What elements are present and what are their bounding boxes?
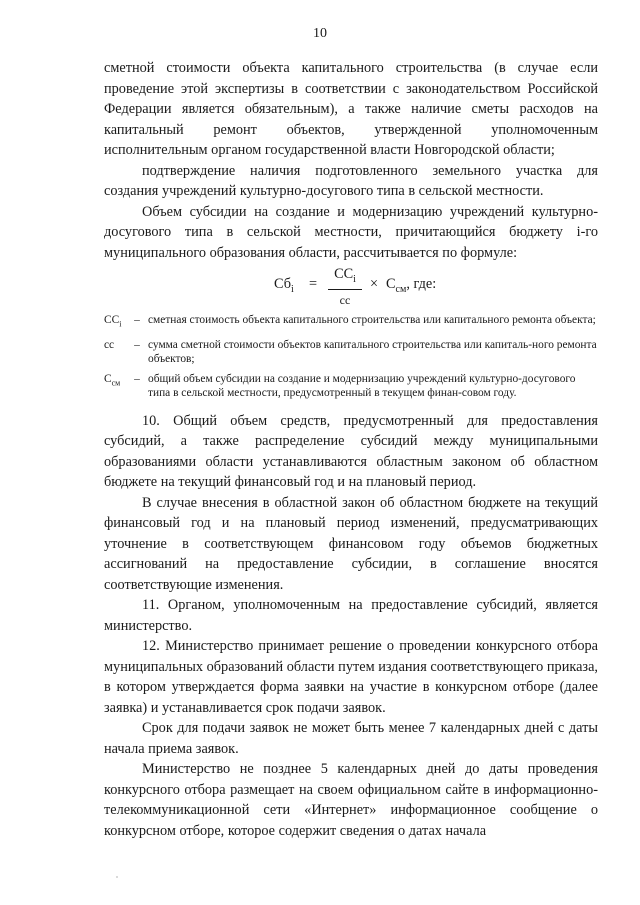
formula-multiplier: $С_{см}$, где:: [386, 276, 437, 295]
definition-symbol: $СС_i$: [104, 314, 122, 329]
paragraph: В случае внесения в областной закон об областном бюджете на текущий финансовый год и на плановый период изменений, предусматривающих уточнение в соответствующем финансовом году объемов бюджетных ассигнований на предоставление субсидии, в соглашение вносятся соответствующие изменения.: [104, 494, 598, 593]
paragraph: 10. Общий объем средств, предусмотренный для предоставления субсидий, а также распределение субсидий между муниципальными образованиями области устанавливаются областным законом об областном бюджете на текущий финансовый год и на плановый период.: [104, 412, 598, 491]
document-body: [104, 58, 598, 841]
paragraph: 12. Министерство принимает решение о проведении конкурсного отбора муниципальных образований области путем издания соответствующего приказа, в котором утверждается форма заявки на участие в конкурсном отборе (далее заявка) и устанавливается срок подачи заявок.: [104, 638, 598, 716]
formula-equals: =: [309, 276, 318, 292]
formula-times: ×: [370, 276, 379, 292]
formula-definitions: [104, 313, 598, 401]
paragraph: 11. Органом, уполномоченным на предоставление субсидий, является министерство.: [104, 597, 598, 634]
definition-text: сметная стоимость объекта капитального строительства или капитального ремонта объекта;: [148, 314, 596, 326]
definition-dash: –: [134, 314, 140, 326]
definition-text: общий объем субсидии на создание и модернизацию учреждений культурно-досугового типа в сельской местности, предусмотренный в текущем финан-совом году.: [148, 373, 576, 400]
definition-symbol: сс: [104, 338, 115, 351]
paragraph: подтверждение наличия подготовленного земельного участка для создания учреждений культурно-досугового типа в сельской местности.: [104, 162, 598, 199]
scan-speck: [116, 876, 118, 878]
formula-denominator: сс: [339, 292, 351, 307]
page-number: 10: [313, 26, 327, 41]
paragraph: сметной стоимости объекта капитального строительства (в случае если проведение этой экспертизы в соответствии с законодательством Российской Федерации является обязательным), а также наличие сметы расходов на капитальный ремонт объектов, утвержденной уполномоченным исполнительным органом государственной власти Новгородской области;: [104, 60, 598, 158]
formula-lhs: $Сб_i$: [274, 276, 294, 295]
definition-item: [104, 372, 598, 401]
paragraph: Срок для подачи заявок не может быть менее 7 календарных дней с даты начала приема заявок.: [104, 720, 598, 757]
definition-dash: –: [134, 338, 140, 351]
formula-numerator: $СС_i$: [334, 266, 356, 285]
definition-symbol: $С_{см}$: [104, 373, 121, 388]
subsidy-formula: [104, 265, 598, 311]
definition-dash: –: [134, 373, 140, 386]
definition-item: [104, 313, 598, 332]
formula-fraction: [328, 265, 362, 310]
definition-item: [104, 338, 598, 367]
definition-text: сумма сметной стоимости объектов капитального строительства или капиталь-ного ремонта объектов;: [148, 338, 597, 365]
paragraph: Министерство не позднее 5 календарных дней до даты проведения конкурсного отбора размещает на своем официальном сайте в информационно-телекоммуникационной сети «Интернет» информационное сообщение о конкурсном отборе, которое содержит сведения о датах начала: [104, 761, 598, 839]
paragraph: Объем субсидии на создание и модернизацию учреждений культурно-досугового типа в сельской местности, причитающийся бюджету i-го муниципального образования области, рассчитывается по формуле:: [104, 203, 598, 261]
